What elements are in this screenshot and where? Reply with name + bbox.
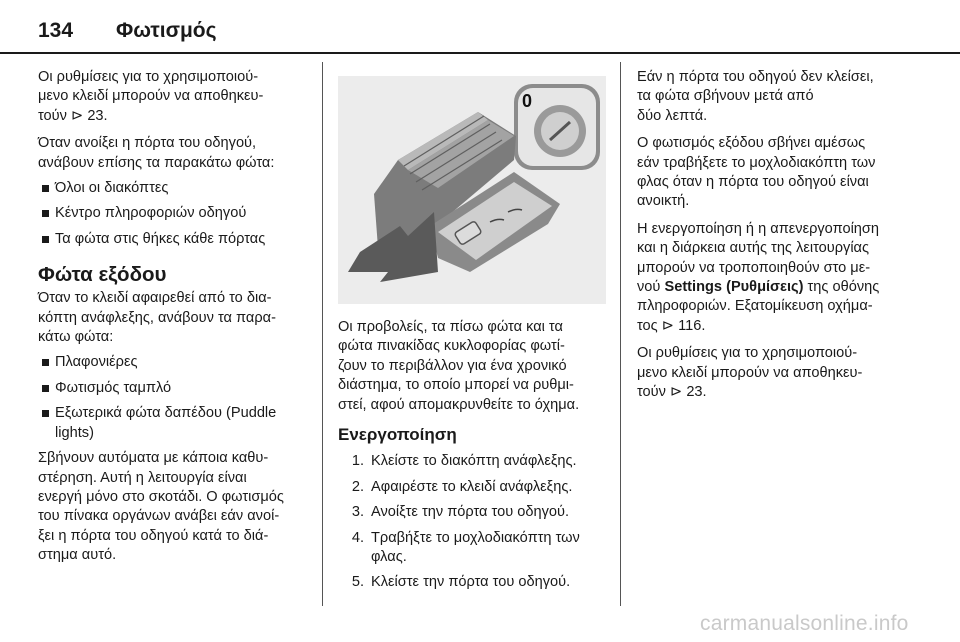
watermark: carmanualsonline.info — [700, 612, 909, 635]
auto-off-paragraph: Σβήνουν αυτόματα με κάποια καθυ- στέρηση. Αυτή η λειτουργία είναι ενεργή μόνο στο σκοτάδι. Ο φωτισμός του πίνακα οργάνων ανάβει εάν ανοί- ξει η πόρτα του οδηγού κατά το διά- στημα αυτό. — [38, 450, 284, 564]
chapter-title: Φωτισμός — [116, 19, 217, 42]
page-reference[interactable]: 116. — [678, 317, 706, 334]
settings-paragraph: Η ενεργοποίηση ή η απενεργοποίηση και η διάρκεια αυτής της λειτουργίας μπορούν να τροποποιηθούν στο με- νού Settings (Ρυθμίσεις) της οθόνης πληροφοριών. Εξατομίκευση οχήμα- τος ⊳ 116. — [637, 220, 880, 334]
list-item: Όλοι οι διακόπτες — [38, 179, 306, 198]
list-item: Κέντρο πληροφοριών οδηγού — [38, 204, 306, 223]
settings-menu-label: Settings (Ρυθμίσεις) — [664, 279, 804, 296]
exit-lighting-paragraph: Όταν το κλειδί αφαιρεθεί από το δια- κόπτη ανάφλεξης, ανάβουν τα παρα- κάτω φώτα: — [38, 290, 276, 346]
list-item: 5. Κλείστε την πόρτα του οδηγού. — [351, 574, 571, 591]
activation-steps — [338, 452, 606, 592]
column-divider — [322, 62, 323, 606]
subsection-title: Ενεργοποίηση — [338, 425, 457, 445]
exit-lights-list — [38, 353, 306, 443]
immediate-off-paragraph: Ο φωτισμός εξόδου σβήνει αμέσως εάν τραβήξετε το μοχλοδιακόπτη των φλας όταν η πόρτα του οδηγού είναι ανοικτή. — [637, 135, 876, 210]
exit-lights-description: Οι προβολείς, τα πίσω φώτα και τα φώτα πινακίδας κυκλοφορίας φωτί- ζουν το περιβάλλον για ένα χρονικό διάστημα, το οποίο μπορεί να ρυθμι- στεί, αφού απομακρυνθείτε το όχημα. — [338, 319, 580, 413]
list-item: Πλαφονιέρες — [38, 353, 306, 372]
section-title: Φώτα εξόδου — [38, 263, 167, 287]
column-left — [38, 68, 306, 574]
page-number: 134 — [38, 19, 74, 42]
turn-signal-lever-figure — [338, 76, 606, 304]
column-right — [637, 68, 905, 411]
header-rule — [0, 52, 960, 54]
page-reference[interactable]: 23. — [686, 384, 707, 401]
reference-arrow-icon: ⊳ — [670, 384, 683, 401]
key-settings-paragraph: Οι ρυθμίσεις για το χρησιμοποιού- μενο κλειδί μπορούν να αποθηκευ- τούν ⊳ 23. — [637, 345, 863, 401]
entry-lighting-paragraph: Όταν ανοίξει η πόρτα του οδηγού, ανάβουν επίσης τα παρακάτω φώτα: — [38, 135, 275, 171]
reference-arrow-icon: ⊳ — [71, 107, 84, 124]
column-middle — [338, 76, 606, 599]
list-item: Φωτισμός ταμπλό — [38, 379, 306, 398]
dial-label: 0 — [522, 91, 533, 111]
list-item: Εξωτερικά φώτα δαπέδου (Puddle lights) — [38, 404, 306, 443]
list-item: 4. Τραβήξτε το μοχλοδιακόπτη των φλας. — [351, 529, 580, 566]
column-divider — [620, 62, 621, 606]
list-item: 3. Ανοίξτε την πόρτα του οδηγού. — [351, 504, 570, 521]
entry-lights-list — [38, 179, 306, 249]
key-settings-paragraph: Οι ρυθμίσεις για το χρησιμοποιού- μενο κλειδί μπορούν να αποθηκευ- τούν ⊳ 23. — [38, 69, 264, 124]
list-item: 1. Κλείστε το διακόπτη ανάφλεξης. — [351, 453, 577, 470]
list-item: 2. Αφαιρέστε το κλειδί ανάφλεξης. — [351, 478, 573, 495]
reference-arrow-icon: ⊳ — [661, 317, 675, 334]
page-header — [38, 14, 217, 48]
lever-illustration — [338, 76, 606, 304]
door-not-closed-paragraph: Εάν η πόρτα του οδηγού δεν κλείσει, τα φώτα σβήνουν μετά από δύο λεπτά. — [637, 69, 874, 124]
page-reference[interactable]: 23. — [87, 107, 108, 124]
list-item: Τα φώτα στις θήκες κάθε πόρτας — [38, 230, 306, 249]
